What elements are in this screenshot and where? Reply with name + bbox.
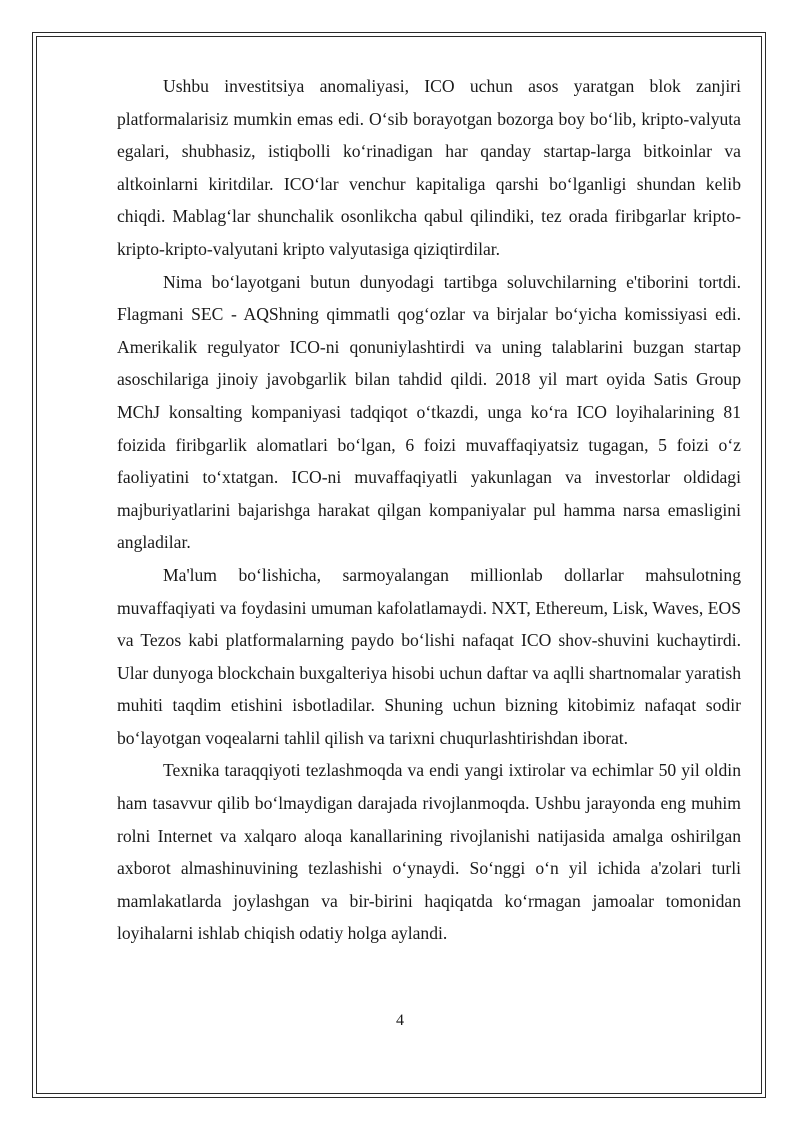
paragraph: Texnika taraqqiyoti tezlashmoqda va endi yangi ixtirolar va echimlar 50 yil oldin ham tasavvur qilib bo‘lmaydigan darajada rivojlanmoqda. Ushbu jarayonda eng muhim rolni Internet va xalqaro aloqa kanallarining rivojlanishi natijasida amalga oshirilgan axborot almashinuvining tezlashishi o‘ynaydi. So‘nggi o‘n yil ichida a'zolari turli mamlakatlarda joylashgan va bir-birini haqiqatda ko‘rmagan jamoalar tomonidan loyihalarni ishlab chiqish odatiy holga aylandi.: [117, 760, 741, 944]
paragraph: Ushbu investitsiya anomaliyasi, ICO uchun asos yaratgan blok zanjiri platformalarisiz mumkin emas edi. O‘sib borayotgan bozorga boy bo‘lib, kripto-valyuta egalari, shubhasiz, istiqbolli ko‘rinadigan har qanday startap-larga bitkoinlar va altkoinlarni kiritdilar. ICO‘lar venchur kapitaliga qarshi bo‘lganligi shundan kelib chiqdi. Mablag‘lar shunchalik osonlikcha qabul qilindiki, tez orada firibgarlar kripto-kripto-kripto-valyutani kripto valyutasiga qiziqtirdilar.: [117, 76, 741, 259]
document-body: [117, 70, 741, 950]
paragraph: Ma'lum bo‘lishicha, sarmoyalangan millionlab dollarlar mahsulotning muvaffaqiyati va foydasini umuman kafolatlamaydi. NXT, Ethereum, Lisk, Waves, EOS va Tezos kabi platformalarning paydo bo‘lishi nafaqat ICO shov-shuvini kuchaytirdi. Ular dunyoga blockchain buxgalteriya hisobi uchun daftar va aqlli shartnomalar yaratish muhiti taqdim etishini isbotladilar. Shuning uchun bizning kitobimiz nafaqat sodir bo‘layotgan voqealarni tahlil qilish va tarixni chuqurlashtirishdan iborat.: [117, 564, 741, 748]
paragraph: Nima bo‘layotgani butun dunyodagi tartibga soluvchilarning e'tiborini tortdi. Flagmani SEC - AQShning qimmatli qog‘ozlar va birjalar bo‘yicha komissiyasi edi. Amerikalik regulyator ICO-ni qonuniylashtirdi va uning talablarini buzgan startap asoschilariga jinoiy javobgarlik bilan tahdid qildi. 2018 yil mart oyida Satis Group MChJ konsalting kompaniyasi tadqiqot o‘tkazdi, unga ko‘ra ICO loyihalarining 81 foizida firibgarlik alomatlari bo‘lgan, 6 foizi muvaffaqiyatsiz tugagan, 5 foizi o‘z faoliyatini to‘xtatgan. ICO-ni muvaffaqiyatli yakunlagan va investorlar oldidagi majburiyatlarini bajarishga harakat qilgan kompaniyalar pul hamma narsa emasligini angladilar.: [117, 271, 741, 553]
page-number: 4: [396, 1012, 404, 1029]
